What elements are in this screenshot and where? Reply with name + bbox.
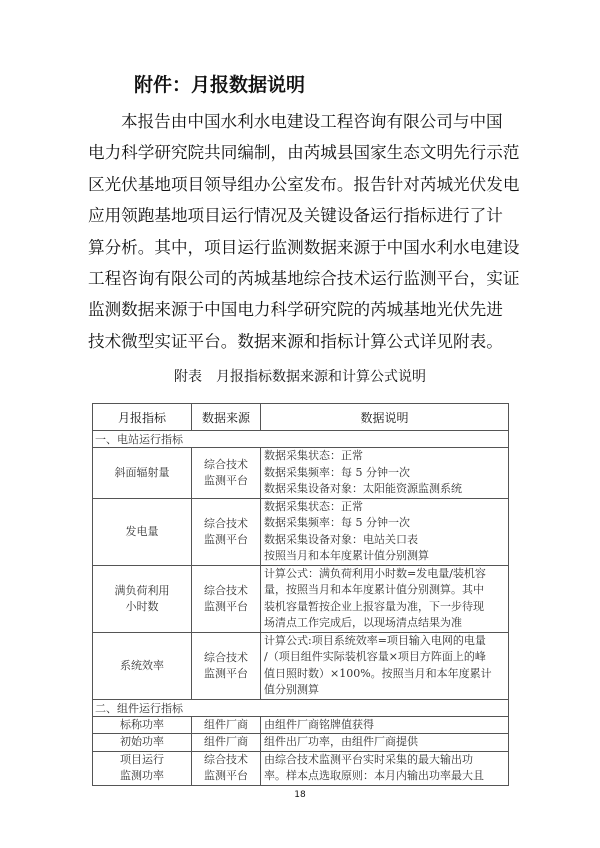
indicator-name: 满负荷利用 小时数 <box>93 565 192 632</box>
table-header-row <box>93 404 509 431</box>
data-source: 综合技术 监测平台 <box>192 632 261 699</box>
paragraph-line: 区光伏基地项目领导组办公室发布。报告针对芮城光伏发电 <box>88 174 520 194</box>
table-row <box>93 498 509 565</box>
table-row <box>93 632 509 699</box>
header-source: 数据来源 <box>192 404 261 431</box>
data-description: 数据采集状态：正常 数据采集频率：每 5 分钟一次 数据采集设备对象：太阳能资源监测系统 <box>261 448 509 499</box>
indicator-name: 斜面辐射量 <box>93 448 192 499</box>
data-description: 由组件厂商铭牌值获得 <box>261 716 509 734</box>
data-source: 组件厂商 <box>192 734 261 752</box>
indicator-table <box>92 403 509 786</box>
paragraph-line: 本报告由中国水利水电建设工程咨询有限公司与中国 <box>121 112 503 131</box>
data-source: 综合技术 监测平台 <box>192 565 261 632</box>
data-description: 计算公式:项目系统效率=项目输入电网的电量 /（项目组件实际装机容量×项目方阵面上的峰 值日照时数）×100%。按照当月和本年度累计 值分别测算 <box>261 632 509 699</box>
table-row <box>93 565 509 632</box>
data-source: 组件厂商 <box>192 716 261 734</box>
data-description: 组件出厂功率，由组件厂商提供 <box>261 734 509 752</box>
indicator-name: 标称功率 <box>93 716 192 734</box>
table-row <box>93 751 509 785</box>
intro-paragraph <box>88 106 520 357</box>
table-row <box>93 448 509 499</box>
page-number: 18 <box>294 790 306 800</box>
paragraph-line: 算分析。其中，项目运行监测数据来源于中国水利水电建设 <box>88 237 520 257</box>
section-title: 一、电站运行指标 <box>93 431 509 448</box>
section-row <box>93 431 509 448</box>
paragraph-line: 技术微型实证平台。数据来源和指标计算公式详见附表。 <box>88 331 503 351</box>
paragraph-line: 监测数据来源于中国电力科学研究院的芮城基地光伏先进 <box>88 300 503 320</box>
header-description: 数据说明 <box>261 404 509 431</box>
data-source: 综合技术 监测平台 <box>192 498 261 565</box>
indicator-name: 系统效率 <box>93 632 192 699</box>
table-row <box>93 734 509 752</box>
paragraph-line: 应用领跑基地项目运行情况及关键设备运行指标进行了计 <box>88 206 503 226</box>
page-heading: 附件：月报数据说明 <box>134 74 306 96</box>
indicator-name: 项目运行 监测功率 <box>93 751 192 785</box>
table-caption: 附表 月报指标数据来源和计算公式说明 <box>174 369 426 385</box>
section-title: 二、组件运行指标 <box>93 699 509 716</box>
data-source: 综合技术 监测平台 <box>192 751 261 785</box>
indicator-name: 初始功率 <box>93 734 192 752</box>
section-row <box>93 699 509 716</box>
header-indicator: 月报指标 <box>93 404 192 431</box>
data-source: 综合技术 监测平台 <box>192 448 261 499</box>
paragraph-line: 电力科学研究院共同编制，由芮城县国家生态文明先行示范 <box>88 143 520 163</box>
indicator-name: 发电量 <box>93 498 192 565</box>
data-description: 数据采集状态：正常 数据采集频率：每 5 分钟一次 数据采集设备对象：电站关口表 按照当月和本年度累计值分别测算 <box>261 498 509 565</box>
paragraph-line: 工程咨询有限公司的芮城基地综合技术运行监测平台，实证 <box>88 269 520 289</box>
data-description: 计算公式：满负荷利用小时数=发电量/装机容 量，按照当月和本年度累计值分别测算。其中 装机容量暂按企业上报容量为准，下一步待现 场清点工作完成后，以现场清点结果为准 <box>261 565 509 632</box>
data-description: 由综合技术监测平台实时采集的最大输出功 率。样本点选取原则：本月内输出功率最大且 <box>261 751 509 785</box>
table-row <box>93 716 509 734</box>
